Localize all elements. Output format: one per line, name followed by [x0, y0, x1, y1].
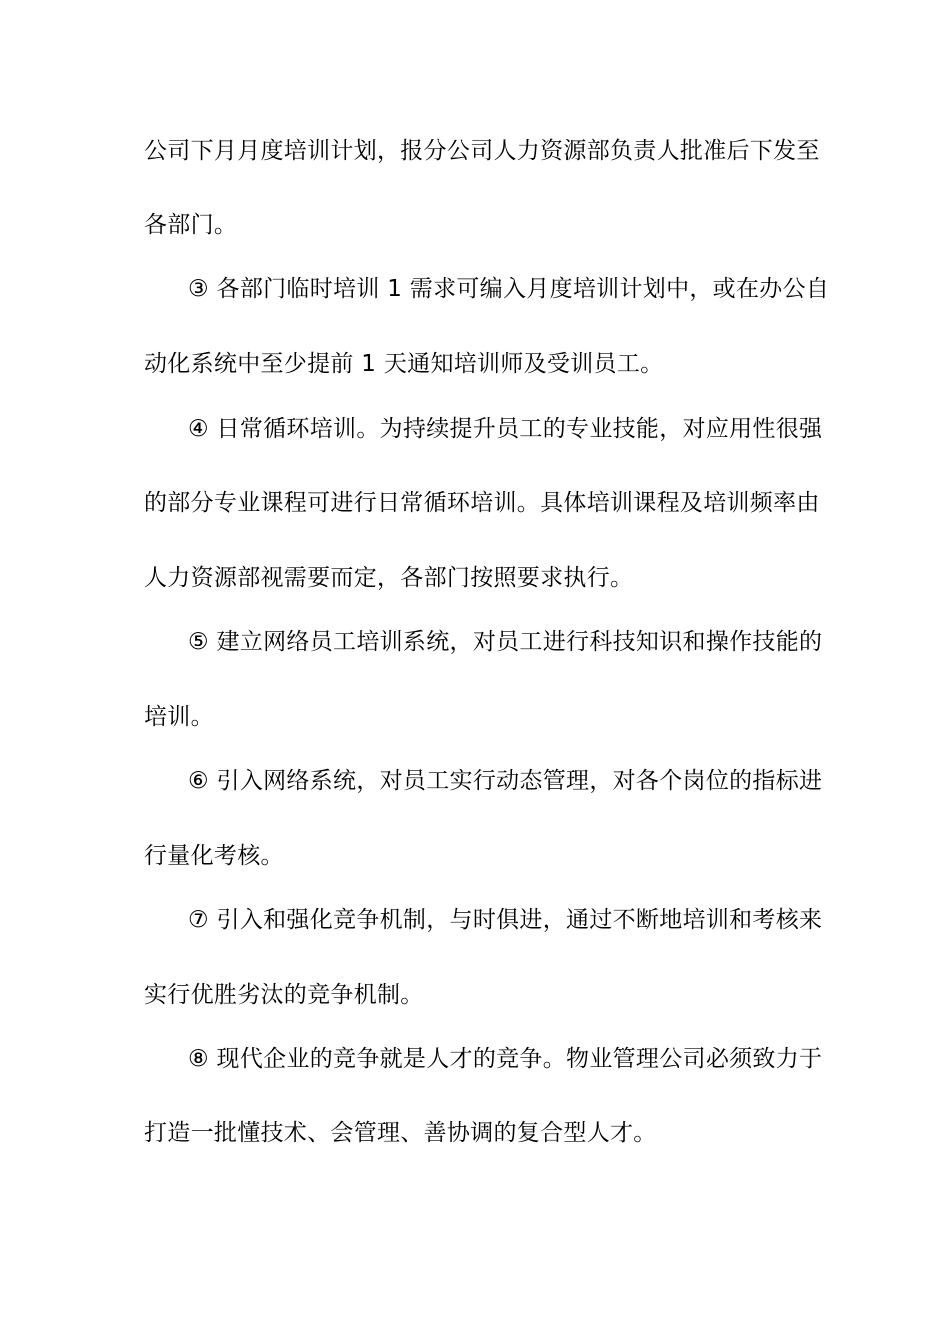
text-line-2: 各部门。: [144, 212, 238, 238]
list-item-6-line-1: ⑥ 引入网络系统，对员工实行动态管理，对各个岗位的指标进: [188, 768, 823, 794]
list-item-3-line-1: ③ 各部门临时培训 1 需求可编入月度培训计划中，或在办公自: [188, 276, 830, 302]
list-item-7-line-2: 实行优胜劣汰的竞争机制。: [144, 982, 424, 1008]
list-item-4-line-3: 人力资源部视需要而定，各部门按照要求执行。: [144, 565, 634, 591]
list-item-6-line-2: 行量化考核。: [144, 843, 284, 869]
list-item-4-line-2: 的部分专业课程可进行日常循环培训。具体培训课程及培训频率由: [144, 490, 820, 516]
text-line-1: 公司下月月度培训计划，报分公司人力资源部负责人批准后下发至: [144, 138, 820, 164]
list-item-8-line-2: 打造一批懂技术、会管理、善协调的复合型人才。: [144, 1120, 657, 1146]
list-item-7-line-1: ⑦ 引入和强化竞争机制，与时俱进，通过不断地培训和考核来: [188, 907, 823, 933]
list-item-8-line-1: ⑧ 现代企业的竞争就是人才的竞争。物业管理公司必须致力于: [188, 1046, 823, 1072]
list-item-4-line-1: ④ 日常循环培训。为持续提升员工的专业技能，对应用性很强: [188, 416, 823, 442]
list-item-3-line-2: 动化系统中至少提前 1 天通知培训师及受训员工。: [144, 351, 664, 377]
list-item-5-line-1: ⑤ 建立网络员工培训系统，对员工进行科技知识和操作技能的: [188, 629, 823, 655]
list-item-5-line-2: 培训。: [144, 704, 214, 730]
